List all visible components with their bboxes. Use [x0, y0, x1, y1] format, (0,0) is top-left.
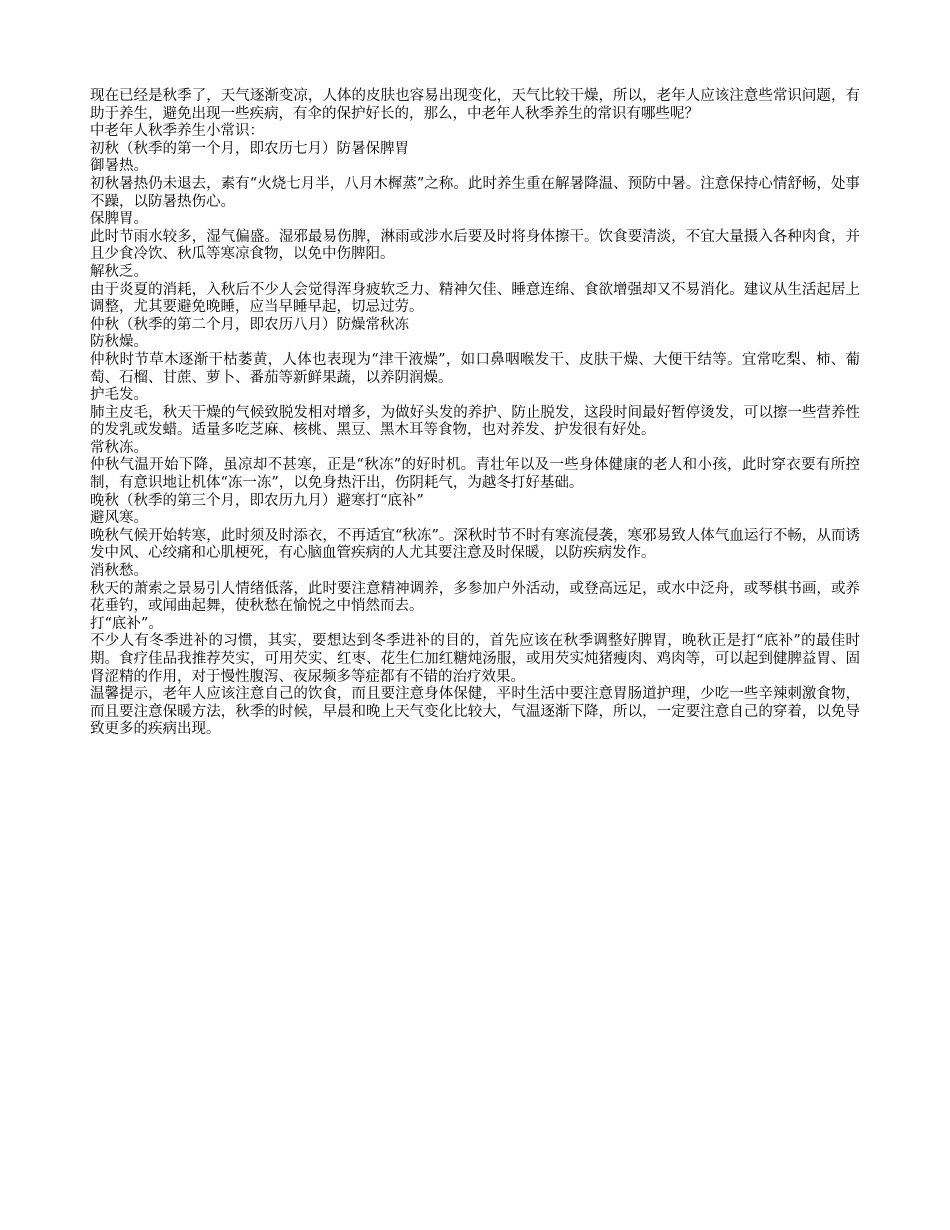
article-body: [90, 88, 860, 739]
item-body: 由于炎夏的消耗，入秋后不少人会觉得浑身疲软乏力、精神欠佳、睡意连绵、食欲增强却又不易消化。建议从生活起居上调整，尤其要避免晚睡，应当早睡早起，切忌过劳。: [90, 281, 860, 316]
article-subtitle: 中老年人秋季养生小常识：: [90, 123, 264, 140]
item-title: 保脾胃。: [90, 211, 148, 228]
item-title: 护毛发。: [90, 387, 148, 404]
item-title: 常秋冻。: [90, 439, 148, 456]
item-title: 解秋乏。: [90, 263, 148, 280]
item-body: 仲秋时节草木逐渐干枯萎黄，人体也表现为“津干液燥”，如口鼻咽喉发干、皮肤干燥、大便干结等。宜常吃梨、柿、葡萄、石榴、甘蔗、萝卜、番茄等新鲜果蔬，以养阴润燥。: [90, 351, 860, 386]
item-body: 初秋暑热仍未退去，素有“火烧七月半，八月木樨蒸”之称。此时养生重在解暑降温、预防中暑。注意保持心情舒畅，处事不躁，以防暑热伤心。: [90, 175, 860, 210]
item-body: 肺主皮毛，秋天干燥的气候致脱发相对增多，为做好头发的养护、防止脱发，这段时间最好暂停烫发，可以擦一些营养性的发乳或发蜡。适量多吃芝麻、核桃、黑豆、黑木耳等食物，也对养发、护发很有好处。: [90, 404, 860, 439]
item-body: 仲秋气温开始下降，虽凉却不甚寒，正是“秋冻”的好时机。青壮年以及一些身体健康的老人和小孩，此时穿衣要有所控制，有意识地让机体“冻一冻”，以免身热汗出，伤阴耗气，为越冬打好基础。: [90, 457, 860, 492]
intro-paragraph: 现在已经是秋季了，天气逐渐变凉，人体的皮肤也容易出现变化，天气比较干燥，所以，老年人应该注意些常识问题，有助于养生，避免出现一些疾病，有伞的保护好长的，那么，中老年人秋季养生的常识有哪些呢？: [90, 88, 860, 122]
section-heading-mid-autumn: 仲秋（秋季的第二个月，即农历八月）防燥常秋冻: [90, 316, 409, 333]
item-title: 避风寒。: [90, 510, 148, 527]
item-title: 防秋燥。: [90, 334, 148, 351]
section-heading-early-autumn: 初秋（秋季的第一个月，即农历七月）防暑保脾胃: [90, 140, 409, 157]
item-title: 消秋愁。: [90, 563, 148, 580]
item-body: 不少人有冬季进补的习惯，其实，要想达到冬季进补的目的，首先应该在秋季调整好脾胃，晚秋正是打“底补”的最佳时期。食疗佳品我推荐芡实，可用芡实、红枣、花生仁加红糖炖汤服，或用芡实炖猪瘦肉、鸡肉等，可以起到健脾益胃、固肾涩精的作用，对于慢性腹泻、夜尿频多等症都有不错的治疗效果。: [90, 633, 860, 685]
closing-tip: 温馨提示，老年人应该注意自己的饮食，而且要注意身体保健，平时生活中要注意胃肠道护理，少吃一些辛辣刺激食物，而且要注意保暖方法，秋季的时候，早晨和晚上天气变化比较大，气温逐渐下降，所以，一定要注意自己的穿着，以免导致更多的疾病出现。: [90, 686, 860, 738]
item-body: 此时节雨水较多，湿气偏盛。湿邪最易伤脾，淋雨或涉水后要及时将身体擦干。饮食要清淡，不宜大量摄入各种肉食，并且少食冷饮、秋瓜等寒凉食物，以免中伤脾阳。: [90, 228, 860, 263]
item-body: 秋天的萧索之景易引人情绪低落，此时要注意精神调养，多参加户外活动，或登高远足，或水中泛舟，或琴棋书画，或养花垂钓，或闻曲起舞，使秋愁在愉悦之中悄然而去。: [90, 580, 860, 615]
item-title: 打“底补”。: [90, 615, 163, 632]
item-title: 御暑热。: [90, 158, 148, 175]
section-heading-late-autumn: 晚秋（秋季的第三个月，即农历九月）避寒打“底补”: [90, 492, 424, 509]
item-body: 晚秋气候开始转寒，此时须及时添衣，不再适宜“秋冻”。深秋时节不时有寒流侵袭，寒邪易致人体气血运行不畅，从而诱发中风、心绞痛和心肌梗死，有心脑血管疾病的人尤其要注意及时保暖，以防疾病发作。: [90, 527, 860, 562]
